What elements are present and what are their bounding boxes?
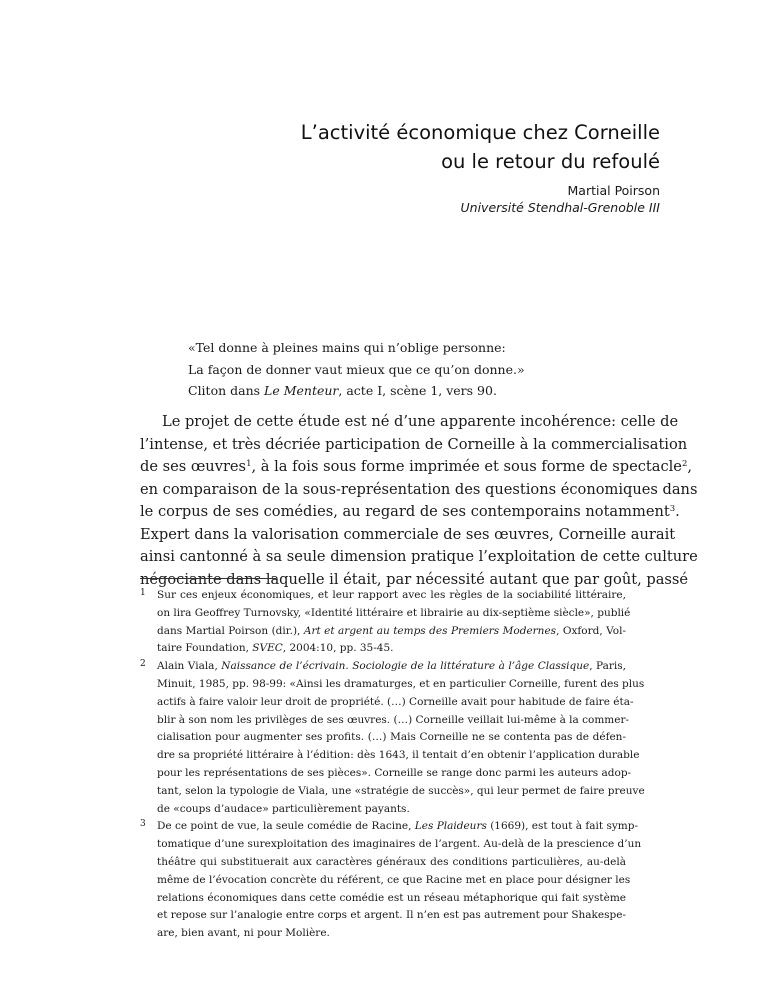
- footnote-line: tomatique d’une surexploitation des imaginaires de l’argent. Au-delà de la prescience d’un: [157, 838, 642, 851]
- article-title-line-2: ou le retour du refoulé: [441, 150, 660, 173]
- attribution-text: , acte I, scène 1, vers 90.: [338, 383, 497, 398]
- footnote-text-fragment: (1669), est tout à fait symp-: [486, 820, 639, 833]
- body-line: [140, 501, 680, 524]
- cited-work-title: Naissance de l’écrivain. Sociologie de la littérature à l’âge Classique: [221, 660, 590, 673]
- epigraph-attribution: [188, 380, 525, 402]
- footnote-number: 1: [140, 588, 146, 598]
- footnote-line: théâtre qui substituerait aux caractères généraux des conditions particulières, au-delà: [157, 855, 626, 868]
- epigraph-line: «Tel donne à pleines mains qui n’oblige personne:: [188, 340, 506, 355]
- footnote-line: [157, 658, 626, 676]
- body-line: en comparaison de la sous-représentation des questions économiques dans: [140, 480, 698, 498]
- body-text-fragment: de ses œuvres: [140, 458, 247, 475]
- footnote-line: [157, 640, 626, 658]
- body-text-fragment: .: [675, 503, 680, 520]
- body-line: négociante dans laquelle il était, par nécessité autant que par goût, passé: [140, 570, 689, 588]
- author-name: Martial Poirson: [567, 183, 660, 198]
- body-line: Le projet de cette étude est né d’une apparente incohérence: celle de: [162, 413, 679, 430]
- footnote-line: et repose sur l’analogie entre corps et argent. Il n’en est pas autrement pour Shakespe-: [157, 909, 626, 922]
- footnote-ref-3[interactable]: 3: [669, 504, 676, 514]
- footnote-separator: [140, 578, 276, 579]
- body-paragraph: [140, 411, 698, 591]
- footnote-number: 2: [140, 659, 146, 670]
- footnote-text-fragment: De ce point de vue, la seule comédie de Racine,: [157, 820, 415, 833]
- attribution-text: Cliton dans: [188, 383, 265, 398]
- footnote-text-fragment: , Oxford, Vol-: [556, 624, 626, 637]
- footnote-1: [140, 587, 631, 658]
- cited-work-title: Art et argent au temps des Premiers Modernes: [303, 624, 557, 637]
- epigraph-line: La façon de donner vaut mieux que ce qu’on donne.»: [188, 361, 525, 377]
- body-text-fragment: ,: [687, 458, 692, 475]
- footnote-line: de «coups d’audace» particulièrement payants.: [157, 802, 410, 815]
- epigraph: [188, 337, 525, 402]
- author-affiliation: Université Stendhal-Grenoble III: [460, 200, 660, 215]
- footnote-text-fragment: Alain Viala,: [157, 660, 222, 673]
- body-line: l’intense, et très décriée participation de Corneille à la commercialisation: [140, 435, 688, 453]
- body-line: ainsi cantonné à sa seule dimension pratique l’exploitation de cette culture: [140, 548, 698, 565]
- footnote-line: on lira Geoffrey Turnovsky, «Identité littéraire et librairie au dix-septième siècle», publié: [157, 606, 631, 619]
- body-line: [140, 456, 692, 479]
- article-header: [301, 118, 660, 216]
- footnote-line: actifs à faire valoir leur droit de propriété. (…) Corneille avait pour habitude de faire éta-: [157, 695, 634, 708]
- body-text-fragment: , à la fois sous forme imprimée et sous forme de spectacle: [251, 458, 682, 475]
- footnotes: [140, 587, 645, 943]
- footnote-2: [140, 658, 645, 818]
- footnote-line: tant, selon la typologie de Viala, une «stratégie de succès», qui leur permet de faire preuve: [157, 784, 645, 797]
- footnote-line: [157, 623, 626, 641]
- footnote-ref-1[interactable]: 1: [246, 459, 252, 469]
- body-text-fragment: le corpus de ses comédies, au regard de ses contemporains notamment: [140, 503, 670, 520]
- footnote-3: [140, 818, 642, 943]
- footnote-line: relations économiques dans cette comédie est un réseau métaphorique qui fait système: [157, 891, 626, 904]
- footnote-line: dre sa propriété littéraire à l’édition: dès 1643, il tentait d’en obtenir l’application durable: [157, 749, 640, 762]
- footnote-line: are, bien avant, ni pour Molière.: [157, 927, 330, 940]
- footnote-line: [157, 818, 639, 836]
- footnote-text-fragment: dans Martial Poirson (dir.),: [157, 624, 304, 637]
- footnote-line: pour les représentations de ses pièces». Corneille se range donc parmi les auteurs adop-: [157, 766, 632, 779]
- footnote-text-fragment: , 2004:10, pp. 35-45.: [282, 642, 394, 655]
- body-line: Expert dans la valorisation commerciale de ses œuvres, Corneille aurait: [140, 525, 676, 543]
- cited-series-title: SVEC: [252, 642, 283, 655]
- cited-work-title: Les Plaideurs: [414, 820, 487, 833]
- footnote-line: Minuit, 1985, pp. 98-99: «Ainsi les dramaturges, et en particulier Corneille, furent des plus: [157, 677, 645, 690]
- footnote-line: blir à son nom les privilèges de ses œuvres. (…) Corneille veillait lui-même à la commer-: [157, 713, 630, 726]
- article-title-line-1: L’activité économique chez Corneille: [300, 121, 660, 144]
- footnote-text-fragment: taire Foundation,: [157, 642, 253, 655]
- footnote-line: cialisation pour augmenter ses profits. (…) Mais Corneille ne se contenta pas de défen-: [157, 731, 626, 744]
- footnote-text-fragment: , Paris,: [589, 660, 626, 673]
- footnote-line: Sur ces enjeux économiques, et leur rapport avec les règles de la sociabilité littéraire,: [157, 589, 626, 601]
- attribution-work-title: Le Menteur: [264, 383, 339, 398]
- footnote-number: 3: [140, 819, 146, 830]
- footnote-ref-2[interactable]: 2: [681, 459, 688, 469]
- footnote-line: même de l’évocation concrète du référent, ce que Racine met en place pour désigner les: [157, 873, 631, 886]
